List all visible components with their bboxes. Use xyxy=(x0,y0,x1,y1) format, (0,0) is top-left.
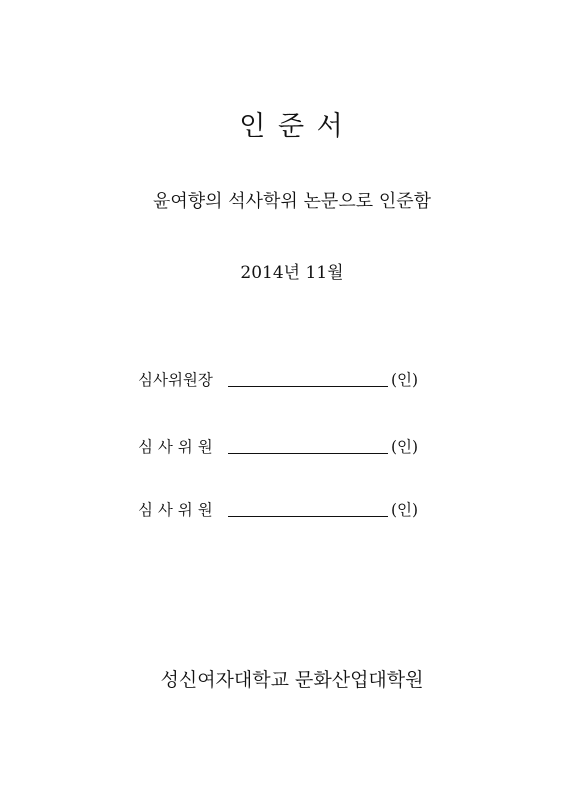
signature-role-label: 심 사 위 원 xyxy=(138,501,213,519)
signature-role-label: 심사위원장 xyxy=(138,371,213,389)
signature-role-label: 심 사 위 원 xyxy=(138,438,213,456)
approval-statement: 윤여향의 석사학위 논문으로 인준함 xyxy=(153,191,431,212)
signature-line-member-2 xyxy=(138,496,438,520)
seal-mark-label: (인) xyxy=(391,438,419,456)
signature-blank xyxy=(228,516,388,517)
seal-mark-label: (인) xyxy=(391,371,419,389)
document-title: 인 준 서 xyxy=(239,111,345,142)
signature-blank xyxy=(228,386,388,387)
seal-mark-label: (인) xyxy=(391,501,419,519)
approval-date: 2014년 11월 xyxy=(240,263,344,283)
signature-blank xyxy=(228,453,388,454)
institution-name: 성신여자대학교 문화산업대학원 xyxy=(160,669,424,691)
signature-line-chair xyxy=(138,366,438,390)
signature-line-member-1 xyxy=(138,433,438,457)
